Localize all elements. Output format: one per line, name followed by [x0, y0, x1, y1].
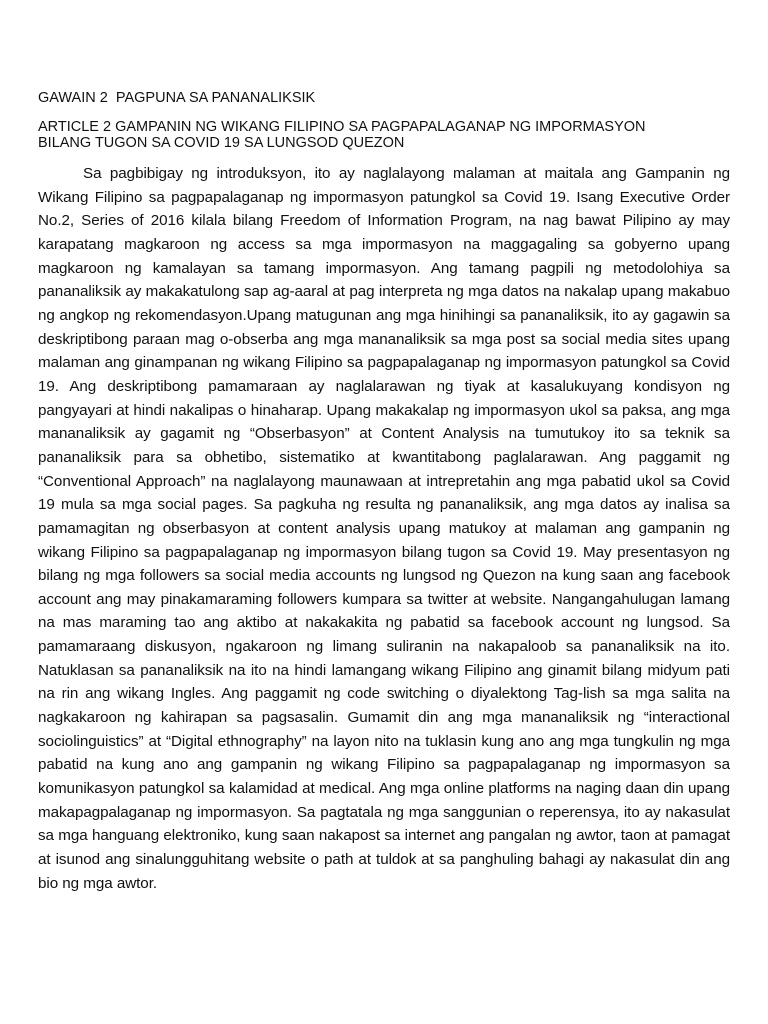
activity-title: GAWAIN 2 PAGPUNA SA PANANALIKSIK — [38, 90, 316, 106]
body-paragraph: Sa pagbibigay ng introduksyon, ito ay naglalayong malaman at maitala ang Gampanin ng Wikang Filipino sa pagpapalaganap ng impormasyon patungkol sa Covid 19. Isang Executive Order No.2, Series of 2016 kilala bilang Freedom of Information Program, na nag bawat Pilipino ay may karapatang magkaroon ng access sa mga impormasyon na maggagaling sa gobyerno upang magkaroon ng kamalayan sa tamang impormasyon. Ang tamang pagpili ng metodolohiya sa pananaliksik ay makakatulong sap ag-aaral at pag interpreta ng mga datos na nakalap upang makabuo ng angkop ng rekomendasyon.Upang matugunan ang mga hinihingi sa pananaliksik, ito ay gagawin sa deskriptibong paraan mag o-obserba ang mga mananaliksik sa mga post sa social media sites upang malaman ang ginampanan ng wikang Filipino sa pagpapalaganap ng impormasyon patungkol sa Covid 19. Ang deskriptibong pamamaraan ay naglalarawan ng tiyak at kasalukuyang kondisyon ng pangyayari at hindi nakalipas o hinaharap. Upang makakalap ng impormasyon ukol sa paksa, ang mga mananaliksik ay gagamit ng “Obserbasyon” at Content Analysis na tumutukoy ito sa teknik sa pananaliksik para sa obhetibo, sistematiko at kwantitabong paglalarawan. Ang paggamit ng “Conventional Approach” na naglalayong maunawaan at intrepretahin ang mga pabatid ukol sa Covid 19 mula sa mga social pages. Sa pagkuha ng resulta ng pananaliksik, ang mga datos ay inalisa sa pamamagitan ng obserbasyon at content analysis upang matukoy at malaman ang gampanin ng wikang Filipino sa pagpapalaganap ng impormasyon bilang tugon sa Covid 19. May presentasyon ng bilang ng mga followers sa social media accounts ng lungsod ng Quezon na kung saan ang facebook account ang may pinakamaraming followers kumpara sa twitter at website. Nangangahulugan lamang na mas maraming tao ang aktibo at nakakakita ng pabatid sa facebook account ng lungsod. Sa pamamaraang diskusyon, ngakaroon ng limang suliranin na nakapaloob sa pananaliksik na ito. Natuklasan sa pananaliksik na ito na hindi lamangang wikang Filipino ang ginamit bilang midyum pati na rin ang wikang Ingles. Ang paggamit ng code switching o diyalektong Tag-lish sa mga salita na nagkakaroon ng kahirapan sa pagsasalin. Gumamit din ang mga mananaliksik ng “interactional sociolinguistics” at “Digital ethnography” na layon nito na tuklasin kung ano ang mga tungkulin ng mga pabatid na kung ano ang gampanin ng wikang Filipino sa pagpapalaganap ng impormasyon sa komunikasyon patungkol sa kalamidad at medical. Ang mga online platforms na naging daan din upang makapagpalaganap ng impormasyon. Sa pagtatala ng mga sanggunian o reperensya, ito ay nakasulat sa mga hanguang elektroniko, kung saan nakapost sa internet ang pangalan ng awtor, taon at pamagat at isunod ang sinalungguhitang website o path at tuldok at sa panghuling bahagi ay nakasulat din ang bio ng mga awtor. — [38, 165, 730, 892]
document-page — [38, 88, 730, 895]
article-title: ARTICLE 2 GAMPANIN NG WIKANG FILIPINO SA PAGPAPALAGANAP NG IMPORMASYON BILANG TUGON SA COVID 19 SA LUNGSOD QUEZON — [38, 119, 646, 151]
